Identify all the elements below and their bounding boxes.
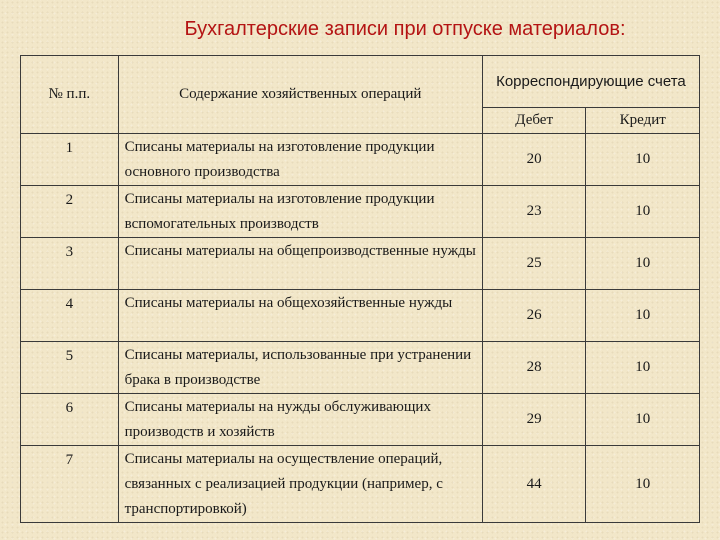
debit-account: 25: [482, 238, 586, 290]
header-operation: Содержание хозяйственных операций: [118, 56, 482, 134]
header-corresponding-accounts: Корреспондирующие счета: [482, 56, 699, 108]
operation-text: Списаны материалы на осуществление операций, связанных с реализацией продукции (например, с транспортировкой): [118, 446, 482, 523]
credit-account: 10: [586, 238, 700, 290]
header-num: № п.п.: [21, 56, 119, 134]
row-number: 1: [21, 134, 119, 186]
accounting-entries-table: [20, 55, 700, 523]
row-number: 3: [21, 238, 119, 290]
debit-account: 29: [482, 394, 586, 446]
debit-account: 26: [482, 290, 586, 342]
table-row: [21, 446, 700, 523]
credit-account: 10: [586, 186, 700, 238]
credit-account: 10: [586, 446, 700, 523]
row-number: 7: [21, 446, 119, 523]
row-number: 4: [21, 290, 119, 342]
credit-account: 10: [586, 134, 700, 186]
table-row: [21, 238, 700, 290]
operation-text: Списаны материалы на изготовление продукции вспомогательных производств: [118, 186, 482, 238]
debit-account: 44: [482, 446, 586, 523]
header-debit: Дебет: [482, 108, 586, 134]
debit-account: 23: [482, 186, 586, 238]
credit-account: 10: [586, 342, 700, 394]
table-row: [21, 342, 700, 394]
debit-account: 28: [482, 342, 586, 394]
table-row: [21, 394, 700, 446]
table-row: [21, 290, 700, 342]
row-number: 5: [21, 342, 119, 394]
operation-text: Списаны материалы, использованные при устранении брака в производстве: [118, 342, 482, 394]
operation-text: Списаны материалы на общехозяйственные нужды: [118, 290, 482, 342]
page-title: Бухгалтерские записи при отпуске материалов:: [184, 18, 626, 40]
operation-text: Списаны материалы на общепроизводственные нужды: [118, 238, 482, 290]
row-number: 2: [21, 186, 119, 238]
credit-account: 10: [586, 394, 700, 446]
operation-text: Списаны материалы на нужды обслуживающих производств и хозяйств: [118, 394, 482, 446]
header-credit: Кредит: [586, 108, 700, 134]
credit-account: 10: [586, 290, 700, 342]
table-row: [21, 134, 700, 186]
row-number: 6: [21, 394, 119, 446]
debit-account: 20: [482, 134, 586, 186]
table-row: [21, 186, 700, 238]
operation-text: Списаны материалы на изготовление продукции основного производства: [118, 134, 482, 186]
